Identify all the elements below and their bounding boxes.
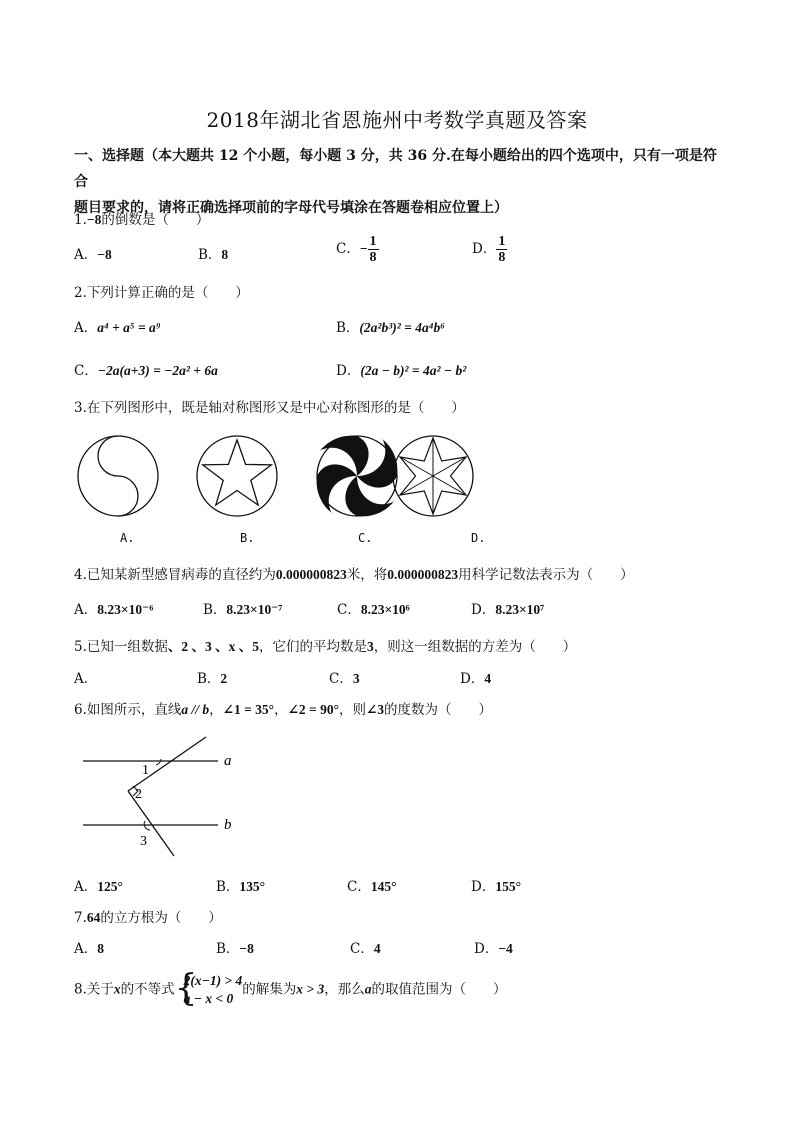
question-6: 6.如图所示，直线a // b，∠1 = 35°，∠2 = 90°，则∠3的度数为（ ）	[74, 702, 493, 718]
q6-option-a[interactable]: A．125°	[74, 879, 123, 895]
q3-figures	[74, 430, 474, 525]
q1-expr: −8	[86, 212, 102, 227]
question-1: 1.−8的倒数是（ ）	[74, 212, 210, 228]
q7-option-d[interactable]: D．−4	[474, 941, 513, 957]
q1-d-fraction: $\frac{1}{8}$	[498, 234, 506, 265]
question-2: 2.下列计算正确的是（ ）	[74, 285, 249, 301]
q7-option-c[interactable]: C．4	[350, 941, 381, 957]
q6-option-d[interactable]: D．155°	[471, 879, 521, 895]
transversal-upper	[128, 737, 206, 791]
q3-label-d: D.	[471, 531, 486, 545]
label-angle-2: 2	[135, 787, 142, 802]
q3-label-b: B.	[240, 531, 255, 545]
q6-option-b[interactable]: B．135°	[216, 879, 266, 895]
q3-figure-c[interactable]	[317, 436, 398, 517]
q3-figure-b[interactable]	[197, 436, 277, 516]
question-4: 4.已知某新型感冒病毒的直径约为0.000000823米，将0.000000823用科学记数法表示为（ ）	[74, 567, 634, 583]
q4-option-d[interactable]: D．8.23×10⁷	[471, 602, 545, 618]
q2-option-a[interactable]: A．a⁴ + a⁵ = a⁹	[74, 320, 161, 336]
page-title: 2018年湖北省恩施州中考数学真题及答案	[206, 108, 588, 132]
q1-option-d[interactable]: D． $\frac{1}{8}$	[472, 234, 506, 265]
q2-option-d[interactable]: D．(2a − b)² = 4a² − b²	[336, 363, 467, 379]
q4-option-c[interactable]: C．8.23×10⁶	[337, 602, 410, 618]
q7-option-b[interactable]: B．−8	[216, 941, 254, 957]
q6-option-c[interactable]: C．145°	[347, 879, 397, 895]
q1-option-b[interactable]: B．8	[198, 247, 229, 263]
q4-option-a[interactable]: A．8.23×10⁻⁶	[74, 602, 154, 618]
question-8: 8.关于x的不等式 { 2(x−1) > 4 a − x < 0 的解集为x > 3，那么a的取值范围为（ ）	[74, 968, 507, 1009]
label-angle-3: 3	[140, 834, 147, 849]
q3-label-c: C.	[358, 531, 373, 545]
q2-option-c[interactable]: C．−2a(a+3) = −2a² + 6a	[74, 363, 218, 379]
q1-option-a[interactable]: A．−8	[74, 247, 112, 263]
q3-figure-d[interactable]	[393, 436, 473, 516]
q5-option-b[interactable]: B．2	[197, 671, 228, 687]
q2-option-b[interactable]: B．(2a²b³)² = 4a⁴b⁶	[336, 320, 445, 336]
q4-option-b[interactable]: B．8.23×10⁻⁷	[203, 602, 283, 618]
question-3: 3.在下列图形中，既是轴对称图形又是中心对称图形的是（ ）	[74, 400, 465, 416]
q6-figure	[78, 734, 248, 859]
q5-option-a[interactable]: A．	[74, 671, 98, 687]
q5-option-d[interactable]: D．4	[460, 671, 492, 687]
question-5: 5.已知一组数据、2 、3 、x 、5，它们的平均数是3，则这一组数据的方差为（ ）	[74, 639, 577, 655]
q1-option-c[interactable]: C．− $\frac{1}{8}$	[336, 234, 377, 265]
inequality-system: { 2(x−1) > 4 a − x < 0	[174, 968, 243, 1009]
q5-option-c[interactable]: C．3	[329, 671, 360, 687]
section-instructions-line2: 题目要求的，请将正确选择项前的字母代号填涂在答题卷相应位置上）	[74, 200, 508, 216]
question-7: 7.64的立方根为（ ）	[74, 910, 222, 926]
label-b: b	[224, 817, 232, 833]
q7-option-a[interactable]: A．8	[74, 941, 104, 957]
q3-label-a: A.	[120, 531, 135, 545]
label-angle-1: 1	[142, 763, 149, 778]
q1-c-fraction: $\frac{1}{8}$	[369, 234, 377, 265]
section-instructions-line1: 一、选择题（本大题共 12 个小题，每小题 3 分，共 36 分.在每小题给出的四个选项中，只有一项是符合	[74, 148, 717, 190]
label-a: a	[224, 753, 232, 769]
q3-figure-a[interactable]	[78, 436, 158, 516]
